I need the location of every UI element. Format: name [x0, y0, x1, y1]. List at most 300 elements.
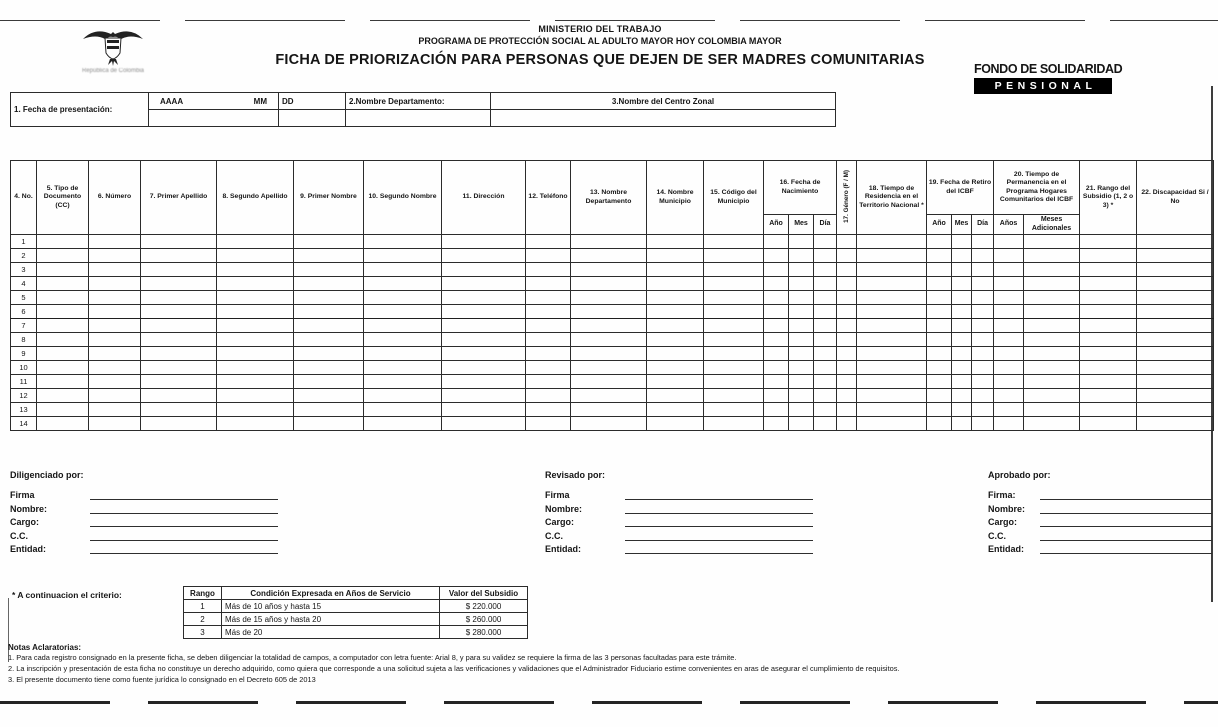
table-cell: [37, 291, 89, 305]
table-cell: [571, 417, 647, 431]
column-header: 17. Género (F / M): [837, 161, 857, 235]
table-cell: [972, 277, 994, 291]
table-cell: [994, 277, 1024, 291]
table-cell: [1024, 319, 1080, 333]
criteria-header: Rango: [184, 587, 222, 600]
table-cell: [952, 347, 972, 361]
table-cell: [1137, 417, 1214, 431]
table-cell: [1137, 403, 1214, 417]
year-month-entry-cell: [149, 110, 279, 127]
table-cell: [647, 403, 704, 417]
table-cell: [1024, 333, 1080, 347]
table-cell: [364, 277, 442, 291]
column-header: 7. Primer Apellido: [141, 161, 217, 235]
table-cell: [1137, 277, 1214, 291]
signature-field-row: [10, 541, 278, 554]
fondo-solidaridad-logo: [974, 62, 1123, 94]
table-cell: [814, 333, 837, 347]
table-cell: [294, 403, 364, 417]
row-number: 12: [11, 389, 37, 403]
table-cell: [857, 263, 927, 277]
table-cell: [647, 235, 704, 249]
table-cell: [1080, 389, 1137, 403]
table-cell: [571, 277, 647, 291]
signature-field-row: [545, 487, 813, 500]
table-cell: [526, 347, 571, 361]
table-cell: [89, 389, 141, 403]
row-number: 1: [11, 235, 37, 249]
table-cell: [1024, 263, 1080, 277]
table-cell: [994, 291, 1024, 305]
table-cell: [217, 361, 294, 375]
main-table: [10, 160, 1214, 431]
table-cell: [952, 291, 972, 305]
table-cell: [837, 291, 857, 305]
table-row: [11, 375, 1214, 389]
table-row: [11, 417, 1214, 431]
table-cell: [442, 347, 526, 361]
table-cell: [994, 403, 1024, 417]
table-cell: [1080, 263, 1137, 277]
table-cell: [364, 389, 442, 403]
table-cell: [217, 333, 294, 347]
table-cell: [952, 277, 972, 291]
note-item: 1. Para cada registro consignado en la presente ficha, se deben diligenciar la totalidad de campos, a computador con letra fuente: Arial 8, y para su validez se requiere la firma de las 3 personas facultadas para este trámite.: [8, 653, 737, 662]
criteria-rango: 1: [184, 600, 222, 613]
table-cell: [37, 235, 89, 249]
table-cell: [764, 291, 789, 305]
criteria-value: $ 260.000: [440, 613, 528, 626]
fund-logo-line1: FONDO DE SOLIDARIDAD: [974, 62, 1123, 76]
column-subheader: Día: [972, 215, 994, 235]
table-cell: [442, 263, 526, 277]
table-cell: [994, 347, 1024, 361]
table-cell: [442, 333, 526, 347]
table-cell: [1137, 319, 1214, 333]
column-subheader: Meses Adicionales: [1024, 215, 1080, 235]
column-header: 9. Primer Nombre: [294, 161, 364, 235]
criteria-rango: 2: [184, 613, 222, 626]
column-header: 16. Fecha de Nacimiento: [764, 161, 837, 215]
table-cell: [837, 389, 857, 403]
table-cell: [814, 347, 837, 361]
table-cell: [571, 361, 647, 375]
table-cell: [217, 305, 294, 319]
signature-field-label: Nombre:: [10, 503, 48, 514]
signature-line: [625, 531, 813, 541]
table-cell: [927, 249, 952, 263]
table-cell: [972, 403, 994, 417]
table-cell: [814, 375, 837, 389]
table-cell: [1024, 417, 1080, 431]
table-cell: [927, 319, 952, 333]
table-cell: [89, 291, 141, 305]
table-cell: [764, 305, 789, 319]
table-cell: [704, 235, 764, 249]
table-cell: [294, 305, 364, 319]
column-header: 5. Tipo de Documento (CC): [37, 161, 89, 235]
table-cell: [837, 263, 857, 277]
table-cell: [442, 235, 526, 249]
program-name: PROGRAMA DE PROTECCIÓN SOCIAL AL ADULTO MAYOR HOY COLOMBIA MAYOR: [418, 36, 782, 46]
table-cell: [837, 403, 857, 417]
table-cell: [972, 263, 994, 277]
table-cell: [972, 375, 994, 389]
table-cell: [972, 291, 994, 305]
ministry-name: MINISTERIO DEL TRABAJO: [538, 24, 662, 34]
table-cell: [364, 249, 442, 263]
table-cell: [764, 333, 789, 347]
table-cell: [994, 333, 1024, 347]
table-cell: [789, 347, 814, 361]
table-cell: [571, 235, 647, 249]
table-cell: [294, 347, 364, 361]
table-cell: [814, 249, 837, 263]
table-cell: [1024, 389, 1080, 403]
table-cell: [1080, 235, 1137, 249]
table-cell: [857, 347, 927, 361]
table-cell: [89, 235, 141, 249]
signature-field-row: [10, 514, 278, 527]
signature-field-row: [988, 527, 1212, 540]
table-cell: [764, 361, 789, 375]
column-header: 13. Nombre Departamento: [571, 161, 647, 235]
table-cell: [1024, 361, 1080, 375]
table-row: [11, 347, 1214, 361]
table-cell: [1080, 249, 1137, 263]
table-cell: [857, 417, 927, 431]
table-cell: [1080, 361, 1137, 375]
table-cell: [952, 249, 972, 263]
table-cell: [37, 305, 89, 319]
signature-field-row: [545, 500, 813, 513]
signature-field-label: Firma: [545, 490, 570, 501]
table-cell: [927, 347, 952, 361]
criteria-condition: Más de 20: [222, 626, 440, 639]
signature-field-label: Firma:: [988, 490, 1016, 501]
table-cell: [952, 305, 972, 319]
signature-field-label: Entidad:: [545, 543, 581, 554]
signature-field-label: Nombre:: [545, 503, 583, 514]
signature-line: [90, 517, 278, 527]
signature-line: [625, 490, 813, 500]
table-cell: [37, 361, 89, 375]
table-cell: [764, 403, 789, 417]
table-cell: [571, 249, 647, 263]
table-cell: [1137, 305, 1214, 319]
signature-title: Aprobado por:: [988, 470, 1051, 480]
table-cell: [927, 361, 952, 375]
table-cell: [37, 417, 89, 431]
table-cell: [442, 305, 526, 319]
table-cell: [89, 417, 141, 431]
table-cell: [789, 319, 814, 333]
table-cell: [1024, 235, 1080, 249]
table-cell: [526, 417, 571, 431]
presentation-table: [10, 92, 836, 127]
table-cell: [442, 291, 526, 305]
signature-title: Diligenciado por:: [10, 470, 84, 480]
table-cell: [837, 417, 857, 431]
table-cell: [837, 277, 857, 291]
scan-bottom-edge: [0, 701, 1218, 704]
signature-field-label: Cargo:: [10, 517, 39, 528]
table-cell: [952, 403, 972, 417]
table-cell: [217, 235, 294, 249]
column-header: 4. No.: [11, 161, 37, 235]
table-cell: [952, 235, 972, 249]
department-label: 2.Nombre Departamento:: [346, 93, 491, 110]
signature-line: [1040, 490, 1212, 500]
signature-field-row: [988, 487, 1212, 500]
table-cell: [647, 375, 704, 389]
table-cell: [1080, 305, 1137, 319]
table-cell: [1024, 249, 1080, 263]
table-cell: [857, 249, 927, 263]
table-cell: [526, 361, 571, 375]
signature-line: [90, 504, 278, 514]
table-cell: [141, 389, 217, 403]
table-cell: [647, 347, 704, 361]
table-cell: [364, 361, 442, 375]
table-cell: [89, 305, 141, 319]
table-cell: [1080, 333, 1137, 347]
table-cell: [647, 333, 704, 347]
table-cell: [789, 417, 814, 431]
table-cell: [994, 417, 1024, 431]
table-cell: [89, 277, 141, 291]
table-cell: [764, 277, 789, 291]
table-cell: [704, 417, 764, 431]
table-cell: [814, 319, 837, 333]
column-header: 21. Rango del Subsidio (1, 2 o 3) *: [1080, 161, 1137, 235]
colombia-coat-of-arms-icon: [76, 25, 150, 74]
row-number: 5: [11, 291, 37, 305]
table-cell: [364, 375, 442, 389]
table-cell: [442, 375, 526, 389]
table-row: [11, 403, 1214, 417]
table-cell: [764, 375, 789, 389]
row-number: 11: [11, 375, 37, 389]
table-cell: [1080, 417, 1137, 431]
column-subheader: Años: [994, 215, 1024, 235]
table-cell: [141, 319, 217, 333]
table-cell: [789, 361, 814, 375]
signature-field-label: Entidad:: [988, 543, 1024, 554]
signature-line: [1040, 517, 1212, 527]
table-cell: [294, 333, 364, 347]
fund-logo-line2: PENSIONAL: [974, 78, 1112, 94]
table-row: [11, 277, 1214, 291]
table-cell: [1080, 347, 1137, 361]
table-cell: [364, 291, 442, 305]
table-cell: [972, 249, 994, 263]
table-cell: [647, 319, 704, 333]
form-header: [180, 24, 1020, 68]
table-cell: [37, 333, 89, 347]
table-cell: [526, 235, 571, 249]
table-cell: [442, 277, 526, 291]
table-cell: [994, 263, 1024, 277]
table-cell: [972, 305, 994, 319]
table-cell: [972, 361, 994, 375]
row-number: 6: [11, 305, 37, 319]
zonal-entry-cell: [491, 110, 836, 127]
criteria-condition: Más de 10 años y hasta 15: [222, 600, 440, 613]
month-label: MM: [253, 96, 267, 106]
row-number: 2: [11, 249, 37, 263]
table-cell: [764, 235, 789, 249]
table-cell: [972, 417, 994, 431]
table-cell: [37, 277, 89, 291]
table-cell: [37, 249, 89, 263]
table-cell: [1024, 403, 1080, 417]
signature-line: [625, 517, 813, 527]
signature-line: [90, 490, 278, 500]
signature-field-label: C.C.: [10, 530, 28, 541]
year-label: AAAA: [160, 96, 184, 106]
signature-field-label: Firma: [10, 490, 35, 501]
day-entry-cell: [279, 110, 346, 127]
table-cell: [1024, 347, 1080, 361]
column-header: 19. Fecha de Retiro del ICBF: [927, 161, 994, 215]
table-cell: [364, 403, 442, 417]
table-cell: [37, 389, 89, 403]
criteria-row: [184, 626, 528, 639]
signature-field-row: [10, 527, 278, 540]
table-cell: [37, 403, 89, 417]
table-cell: [837, 305, 857, 319]
table-cell: [764, 263, 789, 277]
row-number: 7: [11, 319, 37, 333]
table-cell: [1024, 277, 1080, 291]
page-title: FICHA DE PRIORIZACIÓN PARA PERSONAS QUE DEJEN DE SER MADRES COMUNITARIAS: [275, 52, 925, 68]
table-cell: [927, 305, 952, 319]
table-cell: [294, 389, 364, 403]
table-cell: [789, 375, 814, 389]
table-row: [11, 291, 1214, 305]
signature-field-row: [10, 500, 278, 513]
column-header: 8. Segundo Apellido: [217, 161, 294, 235]
table-cell: [952, 319, 972, 333]
table-cell: [952, 389, 972, 403]
table-cell: [89, 319, 141, 333]
table-cell: [526, 403, 571, 417]
table-cell: [89, 249, 141, 263]
table-cell: [217, 249, 294, 263]
table-cell: [647, 277, 704, 291]
table-cell: [364, 333, 442, 347]
table-cell: [704, 375, 764, 389]
table-cell: [571, 375, 647, 389]
table-cell: [704, 361, 764, 375]
table-cell: [571, 291, 647, 305]
row-number: 3: [11, 263, 37, 277]
table-cell: [972, 235, 994, 249]
table-cell: [857, 375, 927, 389]
table-cell: [526, 319, 571, 333]
table-cell: [814, 235, 837, 249]
row-number: 4: [11, 277, 37, 291]
table-cell: [994, 389, 1024, 403]
table-cell: [364, 305, 442, 319]
table-cell: [141, 249, 217, 263]
table-cell: [789, 291, 814, 305]
table-cell: [837, 333, 857, 347]
table-cell: [1080, 291, 1137, 305]
row-number: 9: [11, 347, 37, 361]
table-cell: [837, 347, 857, 361]
table-cell: [927, 389, 952, 403]
table-cell: [857, 389, 927, 403]
table-cell: [927, 277, 952, 291]
note-item: 2. La inscripción y presentación de esta ficha no constituye un derecho adquirido, como quiera que corresponde a una solicitud sujeta a las verificaciones y validaciones que el Administrador Fiduciario estime convenientes en aras de asegurar el cumplimiento de requisitos.: [8, 664, 900, 674]
table-cell: [994, 375, 1024, 389]
table-cell: [857, 235, 927, 249]
table-cell: [571, 389, 647, 403]
presentation-date-label: 1. Fecha de presentación:: [11, 93, 149, 127]
column-header: 10. Segundo Nombre: [364, 161, 442, 235]
signature-line: [1040, 544, 1212, 554]
table-cell: [217, 417, 294, 431]
table-cell: [1137, 249, 1214, 263]
signature-title: Revisado por:: [545, 470, 606, 480]
table-cell: [141, 305, 217, 319]
signature-field-label: Cargo:: [545, 517, 574, 528]
table-cell: [1024, 291, 1080, 305]
table-row: [11, 235, 1214, 249]
table-cell: [526, 389, 571, 403]
signature-field-row: [545, 527, 813, 540]
table-cell: [141, 361, 217, 375]
table-cell: [764, 319, 789, 333]
table-cell: [927, 333, 952, 347]
table-cell: [857, 277, 927, 291]
table-cell: [857, 333, 927, 347]
column-header: 15. Código del Municipio: [704, 161, 764, 235]
table-cell: [647, 389, 704, 403]
table-cell: [294, 263, 364, 277]
table-cell: [789, 249, 814, 263]
table-cell: [1137, 375, 1214, 389]
table-cell: [1137, 389, 1214, 403]
table-cell: [972, 347, 994, 361]
coat-caption: República de Colombia: [81, 68, 145, 74]
signature-field-row: [988, 500, 1212, 513]
table-cell: [1137, 291, 1214, 305]
table-cell: [442, 319, 526, 333]
table-cell: [217, 347, 294, 361]
table-cell: [364, 235, 442, 249]
table-cell: [814, 305, 837, 319]
table-cell: [704, 291, 764, 305]
scan-top-edge: [0, 20, 1218, 21]
table-cell: [1137, 235, 1214, 249]
note-item: 3. El presente documento tiene como fuente jurídica lo consignado en el Decreto 605 de 2013: [8, 675, 316, 685]
table-cell: [1080, 319, 1137, 333]
table-cell: [571, 333, 647, 347]
table-cell: [704, 249, 764, 263]
zonal-center-label: 3.Nombre del Centro Zonal: [491, 93, 836, 110]
table-cell: [764, 389, 789, 403]
table-cell: [141, 403, 217, 417]
signatures-section: [0, 470, 1218, 570]
table-cell: [141, 291, 217, 305]
table-cell: [526, 333, 571, 347]
table-cell: [837, 235, 857, 249]
table-cell: [994, 235, 1024, 249]
table-cell: [442, 249, 526, 263]
